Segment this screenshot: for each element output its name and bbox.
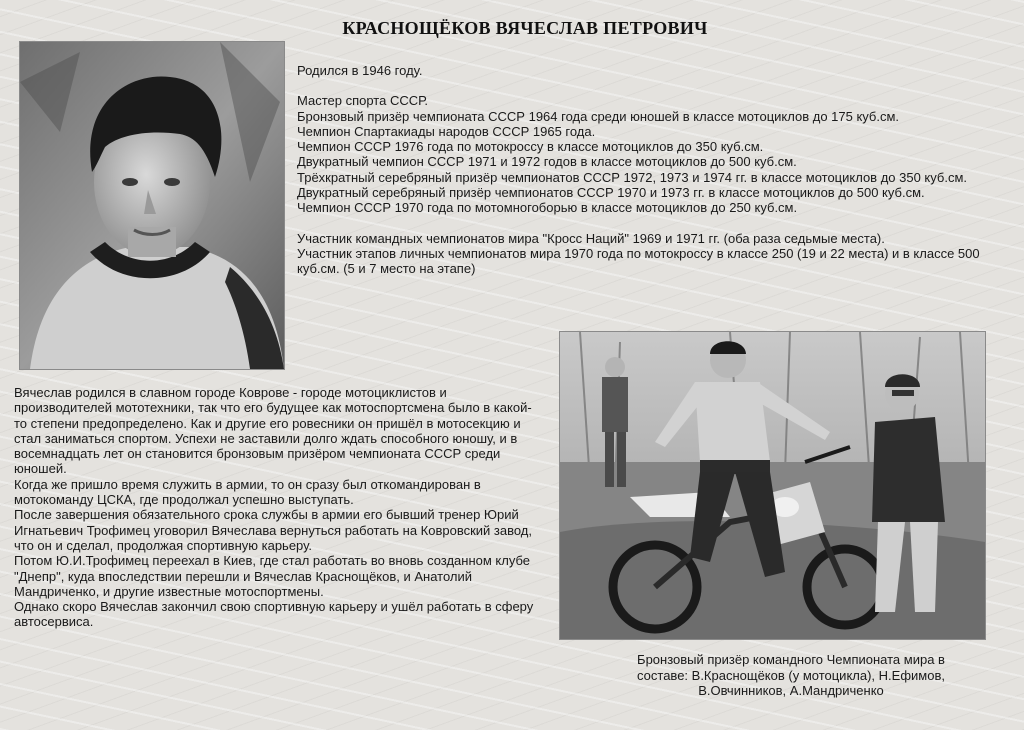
achievement-line: Чемпион Спартакиады народов СССР 1965 года. (297, 123, 596, 139)
caption-line: Бронзовый призёр командного Чемпионата мира в (637, 652, 945, 667)
achievement-line: Двукратный чемпион СССР 1971 и 1972 годов в классе мотоциклов до 500 куб.см. (297, 154, 797, 170)
bio-paragraph: Когда же пришло время служить в армии, то он сразу был откомандирован в мотокоманду ЦСКА, где продолжал успешно выступать. (14, 476, 481, 508)
born-line: Родился в 1946 году. (297, 63, 423, 78)
bio-paragraph: Вячеслав родился в славном городе Коврове - городе мотоциклистов и производителей мототехники, так что его будущее как мотоспортсмена было в какой-то степени предопределено. Как и другие его ровесники он пришёл в мотосекцию и стал заниматься спортом. Успехи не заставили долго ждать способного юношу, и в восемнадцать лет он становится бронзовым призёром чемпионата СССР среди юношей. (14, 385, 532, 477)
bio-paragraph: Потом Ю.И.Трофимец переехал в Киев, где стал работать во вновь созданном клубе "Днепр", куда впоследствии перешли и Вячеслав Краснощёков, и Анатолий Мандриченко, и другие известные мотоспортмены. (14, 553, 531, 599)
achievement-line: Чемпион СССР 1976 года по мотокроссу в классе мотоциклов до 350 куб.см. (297, 139, 764, 155)
achievement-line: Трёхкратный серебряный призёр чемпионатов СССР 1972, 1973 и 1974 гг. в классе мотоциклов до 350 куб.см. (297, 169, 968, 185)
achievement-line: Бронзовый призёр чемпионата СССР 1964 года среди юношей в классе мотоциклов до 175 куб.см. (297, 108, 900, 124)
caption-line: составе: В.Краснощёков (у мотоцикла), Н.Ефимов, (637, 667, 945, 683)
page-title: КРАСНОЩЁКОВ ВЯЧЕСЛАВ ПЕТРОВИЧ (342, 18, 708, 38)
caption-line: В.Овчинников, А.Мандриченко (698, 683, 884, 698)
portrait-photo (19, 41, 285, 370)
team-photo (559, 331, 986, 640)
participation-line: Участник этапов личных чемпионатов мира 1970 года по мотокроссу в классе 250 (19 и 22 места) и в классе 500 куб.см. (5 и 7 место на этапе) (297, 245, 980, 277)
biography-block (14, 385, 544, 630)
bio-paragraph: После завершения обязательного срока службы в армии его бывший тренер Юрий Игнатьевич Трофимец уговорил Вячеслава вернуться работать на Ковровский завод, что он и сделал, продолжая спортивную карьеру. (14, 507, 533, 553)
achievement-line: Чемпион СССР 1970 года по мотомногоборью в классе мотоциклов до 250 куб.см. (297, 200, 798, 216)
participation-line: Участник командных чемпионатов мира "Кросс Наций" 1969 и 1971 гг. (оба раза седьмые места). (297, 230, 885, 246)
team-image (560, 332, 985, 639)
team-photo-caption (610, 652, 972, 699)
portrait-image (20, 42, 284, 369)
bio-paragraph: Однако скоро Вячеслав закончил свою спортивную карьеру и ушёл работать в сферу автосервиса. (14, 599, 534, 630)
achievement-line: Мастер спорта СССР. (297, 93, 428, 109)
achievement-line: Двукратный серебряный призёр чемпионатов СССР 1970 и 1973 гг. в классе мотоциклов до 500 куб.см. (297, 185, 925, 201)
facts-block (297, 63, 997, 277)
